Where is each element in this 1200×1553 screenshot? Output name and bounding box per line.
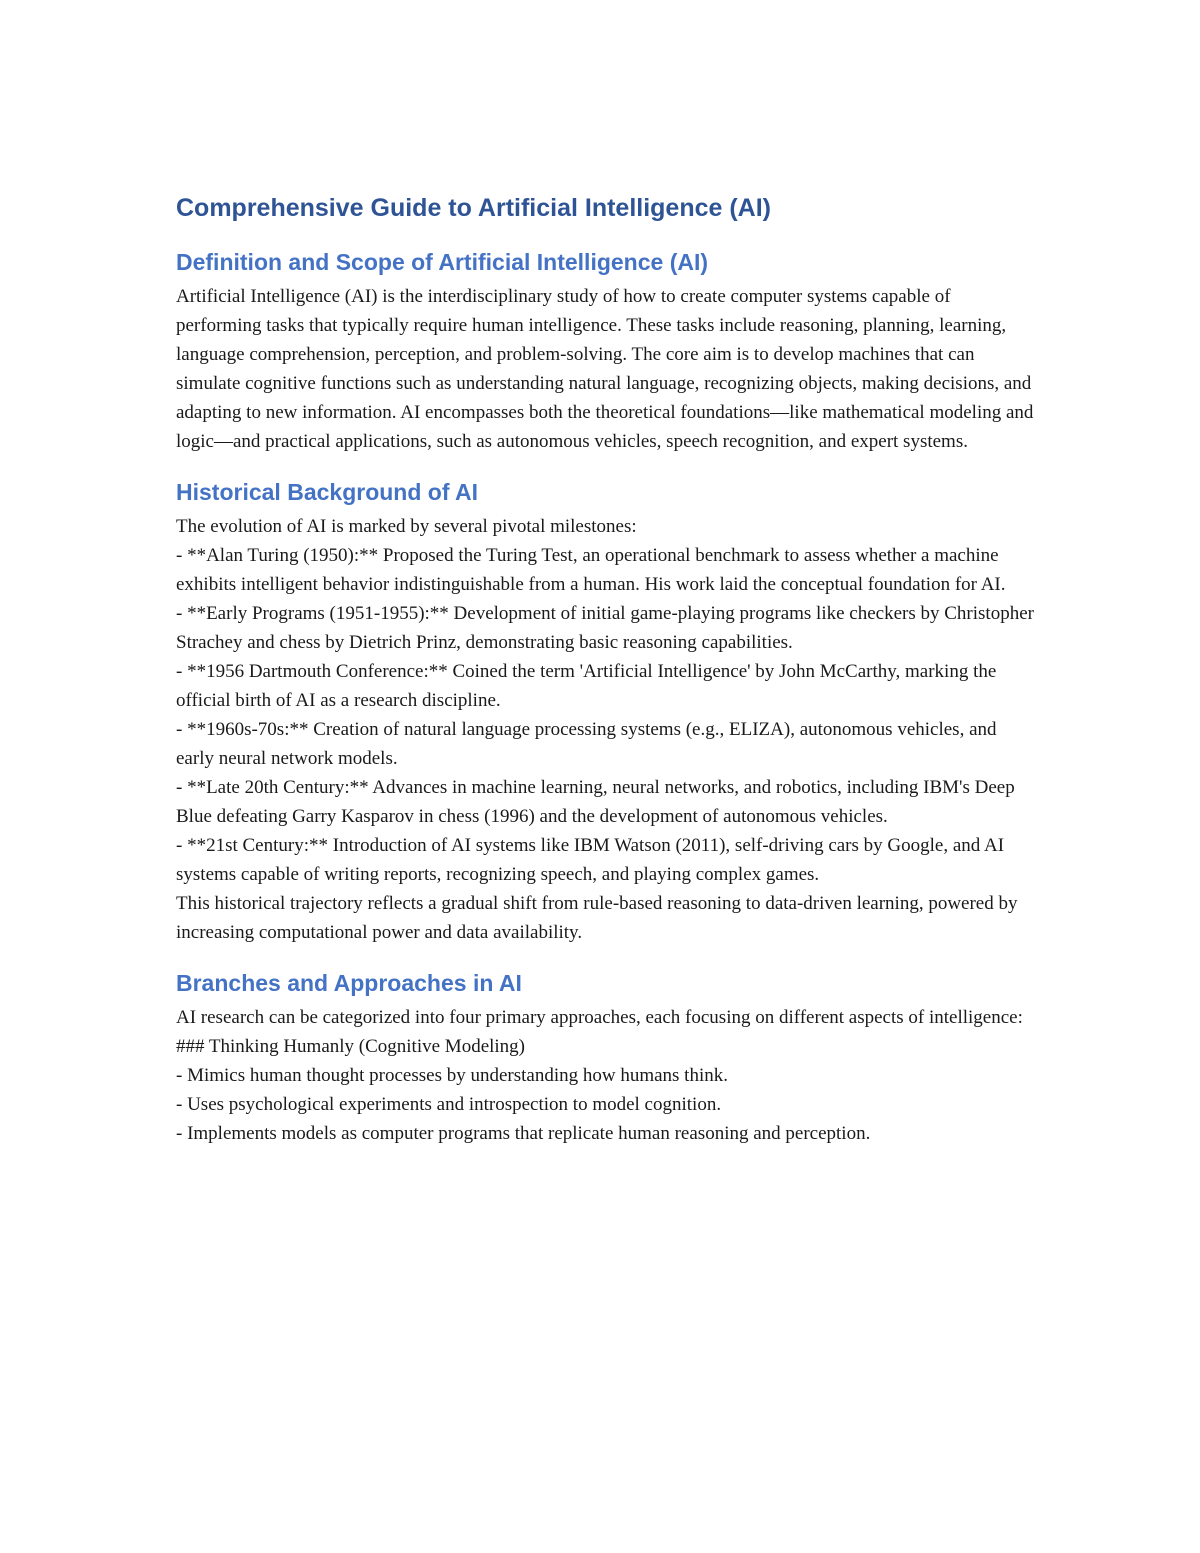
subheading-text: ### Thinking Humanly (Cognitive Modeling) — [176, 1036, 526, 1057]
list-item: - Mimics human thought processes by understanding how humans think. — [176, 1065, 728, 1086]
paragraph: Artificial Intelligence (AI) is the interdisciplinary study of how to create computer systems capable of performing tasks that typically require human intelligence. These tasks include reasoning, planning, learning, language comprehension, perception, and problem-solving. The core aim is to develop machines that can simulate cognitive functions such as understanding natural language, recognizing objects, making decisions, and adapting to new information. AI encompasses both the theoretical foundations—like mathematical modeling and logic—and practical applications, such as autonomous vehicles, speech recognition, and expert systems. — [176, 286, 1034, 452]
section-heading: Branches and Approaches in AI — [176, 970, 522, 996]
paragraph: The evolution of AI is marked by several pivotal milestones: — [176, 516, 637, 537]
list-item: - **Late 20th Century:** Advances in machine learning, neural networks, and robotics, including IBM's Deep Blue defeating Garry Kasparov in chess (1996) and the development of autonomous vehicles. — [176, 777, 1015, 827]
list-item: - **1956 Dartmouth Conference:** Coined the term 'Artificial Intelligence' by John McCarthy, marking the official birth of AI as a research discipline. — [176, 661, 997, 711]
section-definition — [176, 246, 1036, 456]
paragraph: AI research can be categorized into four primary approaches, each focusing on different aspects of intelligence: — [176, 1007, 1023, 1028]
list-item: - **Early Programs (1951-1955):** Development of initial game-playing programs like checkers by Christopher Strachey and chess by Dietrich Prinz, demonstrating basic reasoning capabilities. — [176, 603, 1034, 653]
section-branches — [176, 967, 1036, 1148]
list-item: - **21st Century:** Introduction of AI systems like IBM Watson (2011), self-driving cars by Google, and AI systems capable of writing reports, recognizing speech, and playing complex games. — [176, 835, 1005, 885]
list-item: - Implements models as computer programs that replicate human reasoning and perception. — [176, 1123, 871, 1144]
list-item: - **1960s-70s:** Creation of natural language processing systems (e.g., ELIZA), autonomous vehicles, and early neural network models. — [176, 719, 997, 769]
section-heading: Definition and Scope of Artificial Intelligence (AI) — [176, 249, 709, 275]
paragraph: This historical trajectory reflects a gradual shift from rule-based reasoning to data-driven learning, powered by increasing computational power and data availability. — [176, 893, 1018, 943]
section-heading: Historical Background of AI — [176, 479, 479, 505]
document-content — [176, 190, 1036, 1168]
list-item: - **Alan Turing (1950):** Proposed the Turing Test, an operational benchmark to assess whether a machine exhibits intelligent behavior indistinguishable from a human. His work laid the conceptual foundation for AI. — [176, 545, 1006, 595]
section-history — [176, 476, 1036, 947]
document-title: Comprehensive Guide to Artificial Intelligence (AI) — [176, 194, 772, 222]
list-item: - Uses psychological experiments and introspection to model cognition. — [176, 1094, 722, 1115]
